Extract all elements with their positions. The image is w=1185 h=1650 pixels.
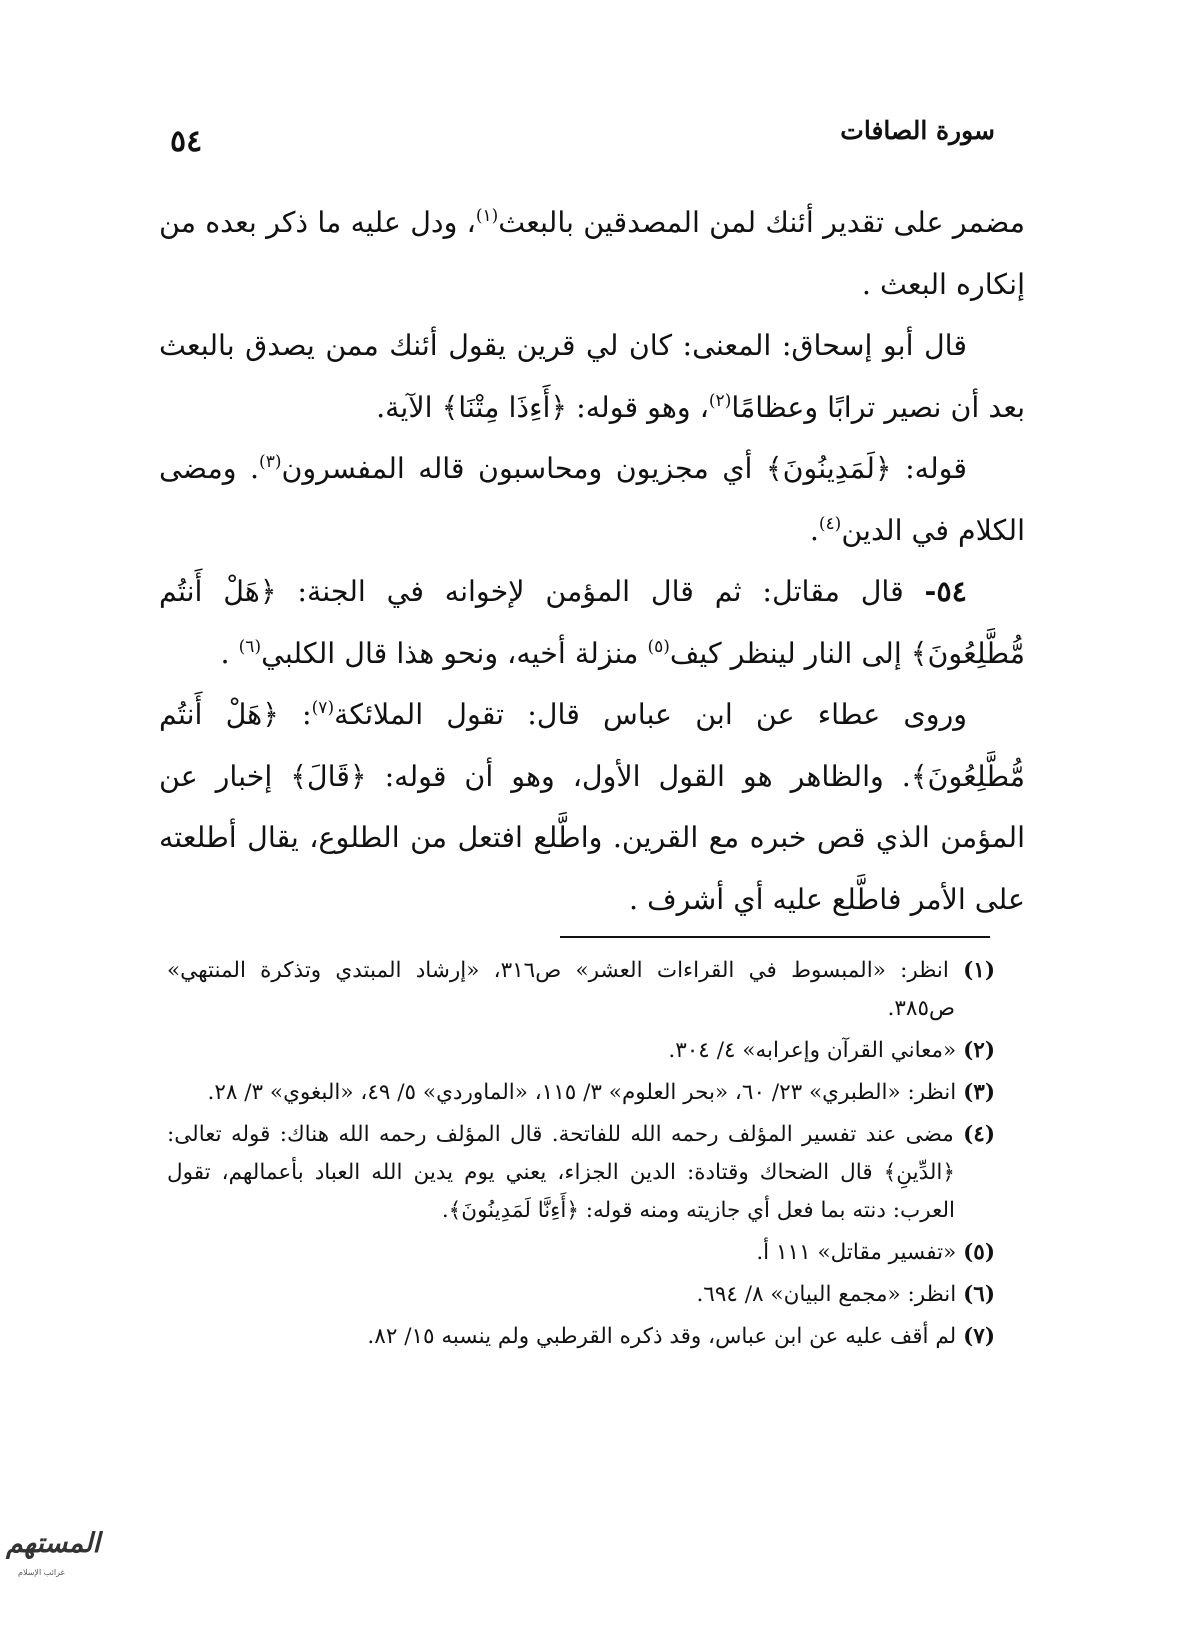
paragraph-3-text: قوله: ﴿لَمَدِينُونَ﴾ أي مجزيون ومحاسبون قاله المفسرون: [281, 452, 967, 485]
footnote-number: (٦): [963, 1282, 995, 1307]
footnote-3: [167, 1074, 995, 1112]
paragraph-1-rest: ، ودل عليه ما ذكر بعده من إنكاره البعث .: [159, 206, 1025, 301]
footnote-ref-2[interactable]: (٢): [708, 390, 732, 411]
footnote-4: [167, 1116, 995, 1230]
paragraph-5: [159, 684, 1025, 930]
paragraph-3: [159, 438, 1025, 561]
footnote-5: [167, 1234, 995, 1272]
footnote-ref-3[interactable]: (٣): [259, 452, 282, 472]
footnote-text: «معاني القرآن وإعرابه» ٤/ ٣٠٤.: [668, 1038, 957, 1063]
footnote-number: (٥): [963, 1240, 995, 1265]
footnote-number: (٤): [963, 1122, 995, 1147]
footnote-text: انظر: «الطبري» ٢٣/ ٦٠، «بحر العلوم» ٣/ ١١٥، «الماوردي» ٥/ ٤٩، «البغوي» ٣/ ٢٨.: [207, 1080, 957, 1105]
paragraph-2-text: قال أبو إسحاق: المعنى: كان لي قرين يقول أئنك ممن يصدق بالبعث بعد أن نصير ترابًا وعظامًا: [159, 329, 1025, 424]
paragraph-4-end: .: [220, 636, 239, 670]
stamp-sub-text: غرائب الإسلام: [18, 1568, 65, 1577]
library-stamp-logo: [6, 1528, 100, 1590]
footnote-text: انظر: «المبسوط في القراءات العشر» ص٣١٦، «إرشاد المبتدي وتذكرة المنتهي» ص٣٨٥.: [167, 958, 955, 1021]
footnote-ref-1[interactable]: (١): [475, 206, 499, 226]
paragraph-4-mid: منزلة أخيه، ونحو هذا قال الكلبي: [261, 636, 648, 670]
paragraph-4-text: قال مقاتل: ثم قال المؤمن لإخوانه في الجنة: ﴿هَلْ أَنتُم مُّطَّلِعُونَ﴾ إلى النار لينظر كيف: [159, 575, 1025, 670]
paragraph-5-text: وروى عطاء عن ابن عباس قال: تقول الملائكة: [334, 698, 967, 731]
paragraph-3-mid: . ومضى الكلام في الدين: [159, 452, 1025, 547]
footnote-text: انظر: «مجمع البيان» ٨/ ٦٩٤.: [696, 1282, 957, 1307]
footnote-2: [167, 1032, 995, 1070]
footnote-text: «تفسير مقاتل» ١١١ أ.: [756, 1240, 957, 1265]
footnote-ref-7[interactable]: (٧): [311, 698, 335, 718]
footnote-number: (٢): [963, 1038, 995, 1063]
paragraph-2-rest: ، وهو قوله: ﴿أَءِذَا مِتْنَا﴾ الآية.: [376, 390, 709, 424]
paragraph-4: [159, 561, 1025, 684]
footnote-divider: [560, 936, 990, 938]
surah-title: سورة الصافات: [840, 116, 995, 145]
footnote-6: [167, 1276, 995, 1314]
main-text: [159, 192, 1025, 930]
verse-number: ٥٤-: [924, 574, 967, 608]
footnote-text: لم أقف عليه عن ابن عباس، وقد ذكره القرطبي ولم ينسبه ١٥/ ٨٢.: [367, 1324, 957, 1349]
paragraph-1: [159, 192, 1025, 315]
paragraph-3-end: .: [809, 513, 819, 547]
footnote-ref-6[interactable]: (٦): [238, 636, 262, 657]
footnote-text: مضى عند تفسير المؤلف رحمه الله للفاتحة. قال المؤلف رحمه الله هناك: قوله تعالى: ﴿الدِّينِ﴾ قال الضحاك وقتادة: الدين الجزاء، يعني يوم يدين الله العباد بأعمالهم، تقول العرب: دنته بما فعل أي جازيته ومنه قوله: ﴿أَءِنَّا لَمَدِينُونَ﴾.: [167, 1122, 955, 1223]
footnote-number: (٧): [963, 1324, 995, 1349]
footnote-ref-5[interactable]: (٥): [647, 636, 670, 657]
paragraph-2: [159, 315, 1025, 438]
page-header: [140, 108, 995, 158]
footnote-7: [167, 1318, 995, 1356]
paragraph-1-text: مضمر على تقدير أئنك لمن المصدقين بالبعث: [498, 206, 1025, 239]
page-number: ٥٤: [170, 124, 203, 159]
footnote-ref-4[interactable]: (٤): [818, 513, 842, 534]
footnotes: [167, 952, 995, 1360]
footnote-number: (٣): [963, 1080, 995, 1105]
footnote-number: (١): [963, 958, 996, 983]
stamp-main-text: المستهم: [6, 1528, 100, 1559]
footnote-1: [167, 952, 995, 1028]
paragraph-5-rest: : ﴿هَلْ أَنتُم مُّطَّلِعُونَ﴾. والظاهر هو القول الأول، وهو أن قوله: ﴿قَالَ﴾ إخبار عن المؤمن الذي قص خبره مع القرين. واطَّلع افتعل من الطلوع، يقال أطلعته على الأمر فاطَّلع عليه أي أشرف .: [159, 698, 1025, 916]
